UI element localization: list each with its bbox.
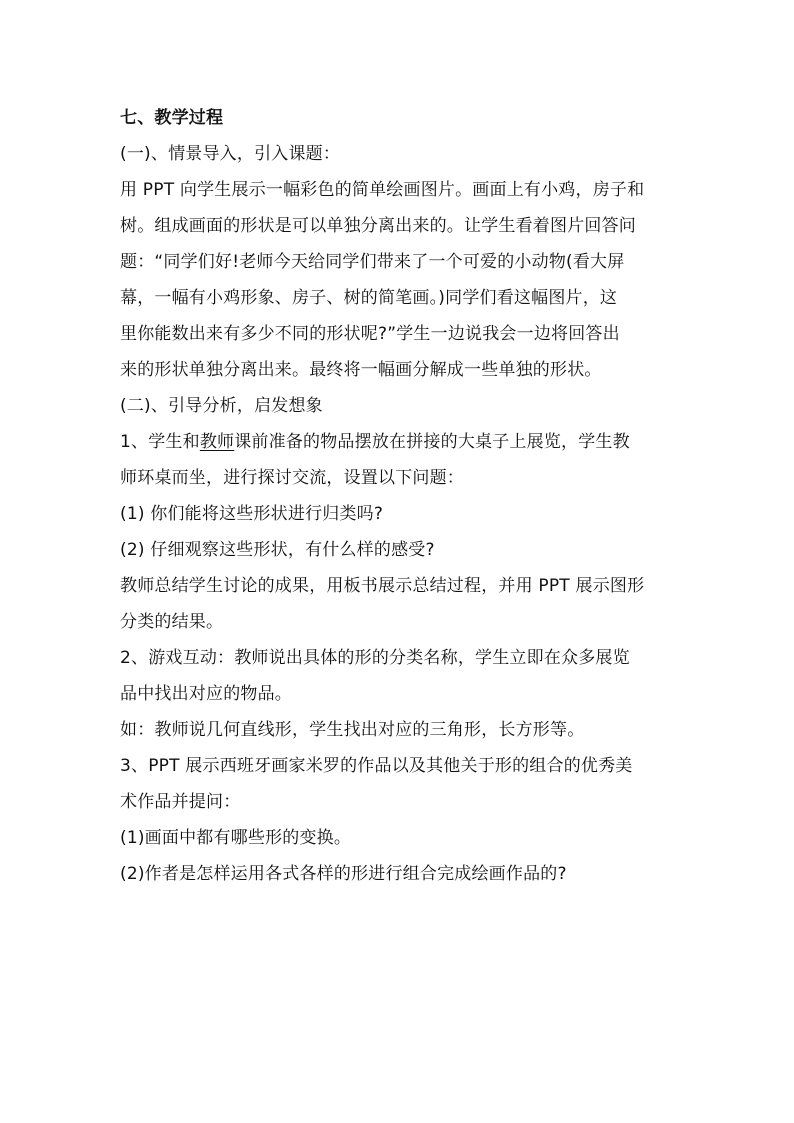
item2-line2: 品中找出对应的物品。 [120,684,292,704]
subsection-title-1: (一)、情景导入，引入课题： [120,144,341,164]
question-1: (1) 你们能将这些形状进行归类吗? [120,504,384,524]
paragraph-line: 幕，一幅有小鸡形象、房子、树的简笔画。)同学们看这幅图片，这 [120,288,618,308]
subsection-title-2: (二)、引导分析，启发想象 [120,396,323,416]
item3-line2: 术作品并提问： [120,792,241,812]
teacher-link[interactable]: 教师 [199,432,235,452]
item3-line1: 3、PPT 展示西班牙画家米罗的作品以及其他关于形的组合的优秀美 [120,756,633,776]
paragraph-line: 用 PPT 向学生展示一幅彩色的简单绘画图片。画面上有小鸡，房子和 [120,180,645,200]
item1-text-before: 1、学生和 [120,432,200,452]
summary-line: 分类的结果。 [120,612,224,632]
item2-line1: 2、游戏互动：教师说出具体的形的分类名称，学生立即在众多展览 [120,648,630,668]
example-line: 如：教师说几何直线形，学生找出对应的三角形，长方形等。 [120,720,585,740]
paragraph-line: 题：“同学们好!老师今天给同学们带来了一个可爱的小动物(看大屏 [120,252,625,272]
question-2: (2) 仔细观察这些形状，有什么样的感受? [120,540,435,560]
paragraph-line: 树。组成画面的形状是可以单独分离出来的。让学生看着图片回答问 [120,216,636,236]
item1-line2: 师环桌而坐，进行探讨交流，设置以下问题： [120,468,464,488]
section-heading: 七、教学过程 [120,108,224,128]
paragraph-line: 来的形状单独分离出来。最终将一幅画分解成一些单独的形状。 [120,360,602,380]
item1-line1 [120,424,690,460]
summary-line: 教师总结学生讨论的成果，用板书展示总结过程，并用 PPT 展示图形 [120,576,645,596]
paragraph-line: 里你能数出来有多少不同的形状呢?”学生一边说我会一边将回答出 [120,324,620,344]
item1-text-after: 课前准备的物品摆放在拼接的大桌子上展览，学生教 [234,432,630,452]
document-body [120,100,690,892]
item3-question-2: (2)作者是怎样运用各式各样的形进行组合完成绘画作品的? [120,864,567,884]
item3-question-1: (1)画面中都有哪些形的变换。 [120,828,352,848]
